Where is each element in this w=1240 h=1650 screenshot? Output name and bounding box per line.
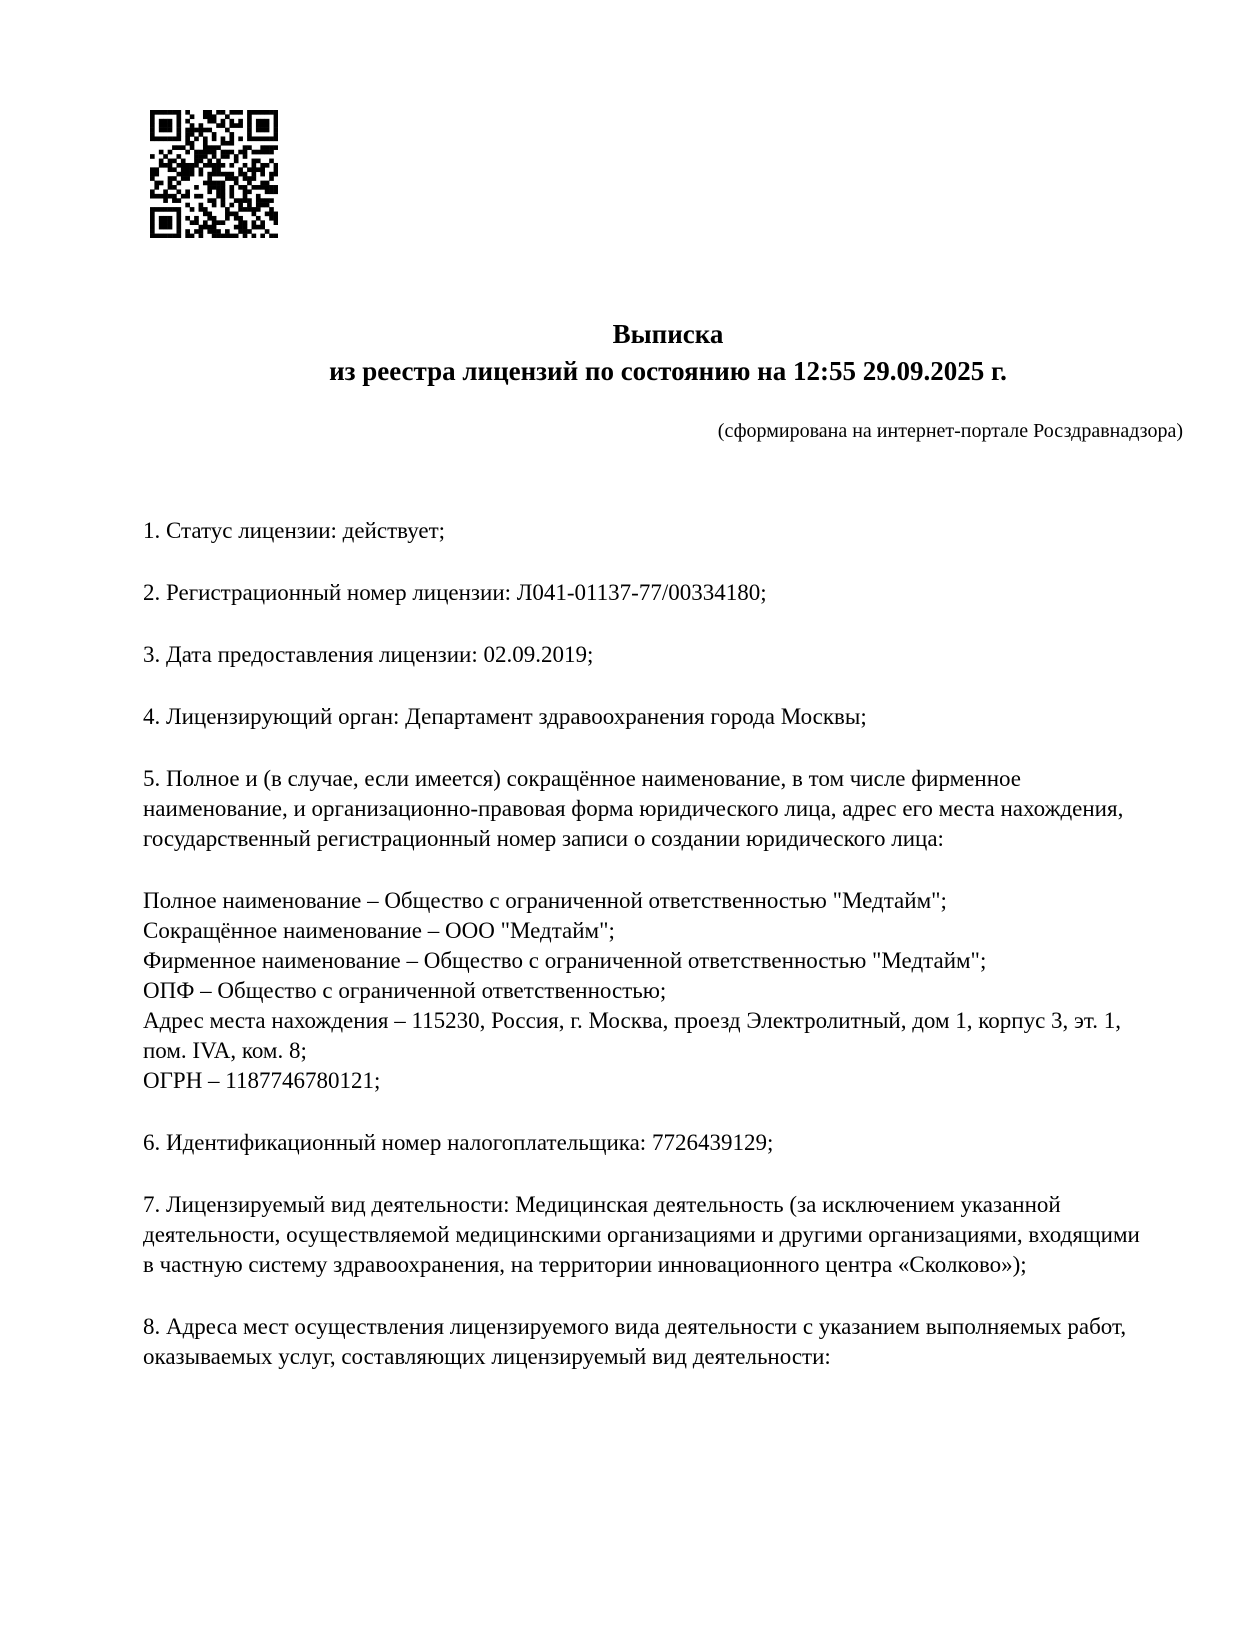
entity-ogrn: ОГРН – 1187746780121; [143, 1068, 381, 1093]
document-title-line2: из реестра лицензий по состоянию на 12:55 29.09.2025 г. [329, 356, 1007, 386]
document-title [140, 316, 1196, 390]
item-entity-intro: 5. Полное и (в случае, если имеется) сокращённое наименование, в том числе фирменное наименование, и организационно-правовая форма юридического лица, адрес его места нахождения, государственный регистрационный номер записи о создании юридического лица: [143, 766, 1124, 851]
entity-details-block [143, 886, 1143, 1096]
entity-short-name: Сокращённое наименование – ООО "Медтайм"; [143, 918, 615, 943]
item-licensing-authority: 4. Лицензирующий орган: Департамент здравоохранения города Москвы; [143, 704, 867, 729]
document-title-line1: Выписка [612, 319, 724, 349]
item-inn: 6. Идентификационный номер налогоплательщика: 7726439129; [143, 1130, 774, 1155]
entity-brand-name: Фирменное наименование – Общество с ограниченной ответственностью "Медтайм"; [143, 948, 987, 973]
document-subtitle: (сформирована на интернет-портале Росздравнадзора) [717, 420, 1183, 442]
document-body [143, 516, 1143, 1404]
qr-code-icon [150, 110, 278, 238]
item-license-date: 3. Дата предоставления лицензии: 02.09.2019; [143, 642, 594, 667]
item-registration-number: 2. Регистрационный номер лицензии: Л041-01137-77/00334180; [143, 580, 767, 605]
entity-address: Адрес места нахождения – 115230, Россия, г. Москва, проезд Электролитный, дом 1, корпус 3, эт. 1, пом. IVA, ком. 8; [143, 1008, 1121, 1063]
item-licensed-activity: 7. Лицензируемый вид деятельности: Медицинская деятельность (за исключением указанной деятельности, осуществляемой медицинскими организациями и другими организациями, входящими в частную систему здравоохранения, на территории инновационного центра «Сколково»); [143, 1192, 1140, 1277]
entity-opf: ОПФ – Общество с ограниченной ответственностью; [143, 978, 667, 1003]
item-license-status: 1. Статус лицензии: действует; [143, 518, 446, 543]
item-activity-addresses: 8. Адреса мест осуществления лицензируемого вида деятельности с указанием выполняемых работ, оказываемых услуг, составляющих лицензируемый вид деятельности: [143, 1314, 1127, 1369]
entity-full-name: Полное наименование – Общество с ограниченной ответственностью "Медтайм"; [143, 888, 947, 913]
